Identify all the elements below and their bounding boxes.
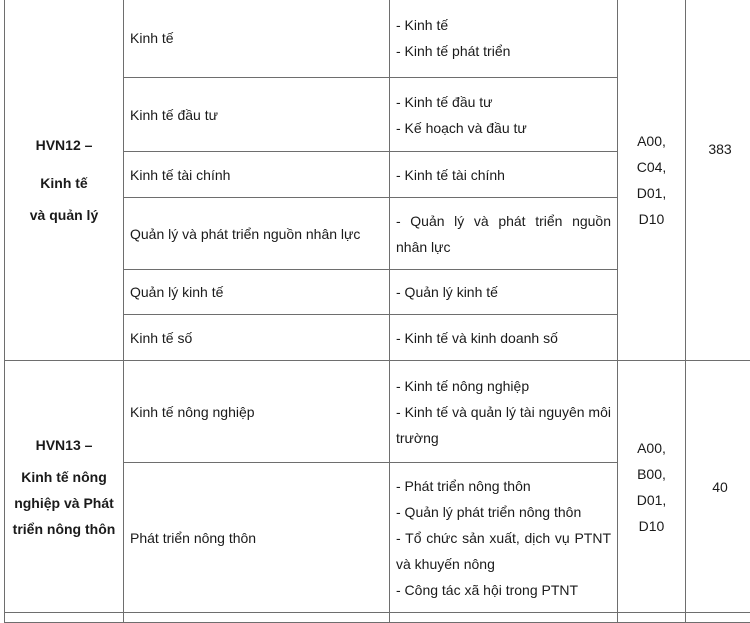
specialization-item: - Công tác xã hội trong PTNT (396, 577, 611, 603)
specialization-item: - Kinh tế phát triển (396, 38, 611, 64)
admission-table (4, 0, 750, 623)
quota-cell (686, 361, 750, 613)
empty-cell (124, 613, 390, 623)
group-cell-hvn13 (5, 361, 124, 613)
group-name-line: nghiệp và Phát (5, 490, 123, 516)
table-row (5, 0, 750, 78)
subject-combo: A00, (618, 128, 685, 154)
specialization-item: - Phát triển nông thôn (396, 473, 611, 499)
group-code: HVN13 – (5, 432, 123, 458)
empty-cell (686, 613, 750, 623)
specialization-item: - Quản lý kinh tế (396, 279, 611, 305)
specialization-item: - Kinh tế (396, 12, 611, 38)
major-name: Quản lý và phát triển nguồn nhân lực (124, 198, 390, 270)
subject-combo: D01, (618, 487, 685, 513)
empty-cell (5, 613, 124, 623)
group-name-line: và quản lý (5, 199, 123, 231)
subject-combo: D10 (618, 206, 685, 232)
specialization-cell (390, 198, 618, 270)
specialization-item: - Quản lý và phát triển nguồn nhân lực (396, 208, 611, 260)
specialization-cell (390, 361, 618, 463)
specialization-item: - Kinh tế nông nghiệp (396, 373, 611, 399)
subject-combo: D10 (618, 513, 685, 539)
specialization-cell (390, 78, 618, 152)
specialization-cell (390, 270, 618, 315)
specialization-item: - Quản lý phát triển nông thôn (396, 499, 611, 525)
specialization-item: - Kinh tế và kinh doanh số (396, 325, 611, 351)
subject-combo: D01, (618, 180, 685, 206)
subject-combos-cell (618, 361, 686, 613)
specialization-cell (390, 0, 618, 78)
major-name: Kinh tế (124, 0, 390, 78)
major-name: Kinh tế tài chính (124, 152, 390, 198)
table-row (5, 613, 750, 623)
specialization-item: - Tổ chức sản xuất, dịch vụ PTNT và khuyến nông (396, 525, 611, 577)
specialization-cell (390, 152, 618, 198)
major-name: Quản lý kinh tế (124, 270, 390, 315)
specialization-item: - Kinh tế tài chính (396, 162, 611, 188)
group-name-line: Kinh tế (5, 167, 123, 199)
specialization-cell (390, 315, 618, 361)
subject-combo: B00, (618, 461, 685, 487)
subject-combo: A00, (618, 435, 685, 461)
group-name-line: triển nông thôn (5, 516, 123, 542)
group-cell-hvn12 (5, 0, 124, 361)
specialization-cell (390, 463, 618, 613)
specialization-item: - Kinh tế và quản lý tài nguyên môi trường (396, 399, 611, 451)
major-name: Kinh tế đầu tư (124, 78, 390, 152)
quota-cell (686, 0, 750, 361)
quota-value: 383 (686, 136, 750, 162)
major-name: Phát triển nông thôn (124, 463, 390, 613)
group-code: HVN12 – (5, 129, 123, 161)
empty-cell (390, 613, 618, 623)
specialization-item: - Kế hoạch và đầu tư (396, 115, 611, 141)
major-name: Kinh tế số (124, 315, 390, 361)
subject-combo: C04, (618, 154, 685, 180)
empty-cell (618, 613, 686, 623)
major-name: Kinh tế nông nghiệp (124, 361, 390, 463)
table-row (5, 361, 750, 463)
specialization-item: - Kinh tế đầu tư (396, 89, 611, 115)
group-name-line: Kinh tế nông (5, 464, 123, 490)
quota-value: 40 (686, 474, 750, 500)
subject-combos-cell (618, 0, 686, 361)
